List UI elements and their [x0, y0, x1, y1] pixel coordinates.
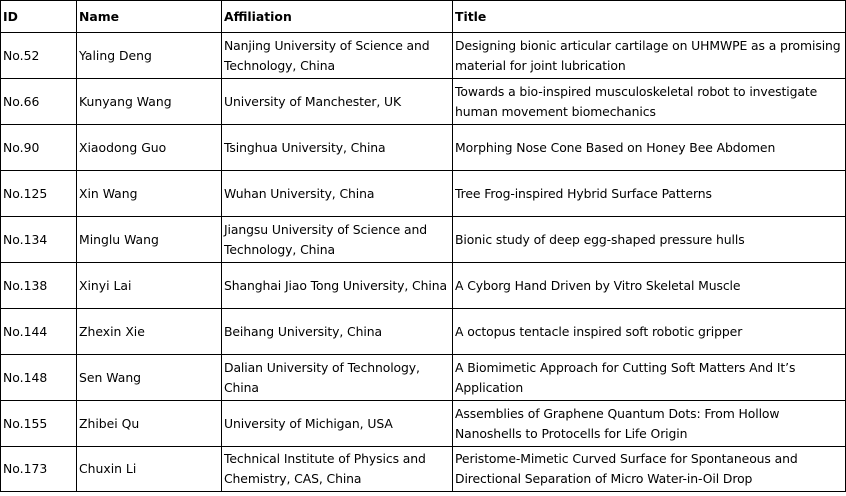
table-header-row: [1, 1, 846, 33]
cell-name: Xin Wang: [77, 171, 222, 217]
cell-title: Morphing Nose Cone Based on Honey Bee Abdomen: [453, 125, 846, 171]
table-row: [1, 263, 846, 309]
cell-name: Kunyang Wang: [77, 79, 222, 125]
cell-title: A Biomimetic Approach for Cutting Soft Matters And It’s Application: [453, 355, 846, 401]
cell-name: Minglu Wang: [77, 217, 222, 263]
cell-id: No.173: [1, 447, 77, 492]
cell-affiliation: Jiangsu University of Science and Technology, China: [222, 217, 453, 263]
header-affiliation: Affiliation: [222, 1, 453, 33]
cell-affiliation: University of Michigan, USA: [222, 401, 453, 447]
cell-name: Yaling Deng: [77, 33, 222, 79]
table-row: [1, 401, 846, 447]
cell-id: No.90: [1, 125, 77, 171]
cell-id: No.138: [1, 263, 77, 309]
cell-name: Chuxin Li: [77, 447, 222, 492]
table-row: [1, 33, 846, 79]
cell-title: Bionic study of deep egg-shaped pressure hulls: [453, 217, 846, 263]
table-row: [1, 79, 846, 125]
cell-affiliation: Shanghai Jiao Tong University, China: [222, 263, 453, 309]
cell-title: Assemblies of Graphene Quantum Dots: From Hollow Nanoshells to Protocells for Life Origin: [453, 401, 846, 447]
cell-affiliation: Beihang University, China: [222, 309, 453, 355]
cell-name: Xiaodong Guo: [77, 125, 222, 171]
cell-title: A Cyborg Hand Driven by Vitro Skeletal Muscle: [453, 263, 846, 309]
table-row: [1, 171, 846, 217]
table-row: [1, 355, 846, 401]
cell-affiliation: University of Manchester, UK: [222, 79, 453, 125]
header-name: Name: [77, 1, 222, 33]
cell-title: Designing bionic articular cartilage on UHMWPE as a promising material for joint lubrication: [453, 33, 846, 79]
header-id: ID: [1, 1, 77, 33]
header-title: Title: [453, 1, 846, 33]
cell-id: No.144: [1, 309, 77, 355]
cell-affiliation: Tsinghua University, China: [222, 125, 453, 171]
table-row: [1, 217, 846, 263]
cell-id: No.52: [1, 33, 77, 79]
cell-name: Zhexin Xie: [77, 309, 222, 355]
cell-name: Zhibei Qu: [77, 401, 222, 447]
cell-affiliation: Wuhan University, China: [222, 171, 453, 217]
table-row: [1, 125, 846, 171]
cell-id: No.134: [1, 217, 77, 263]
cell-affiliation: Technical Institute of Physics and Chemistry, CAS, China: [222, 447, 453, 492]
cell-title: Towards a bio-inspired musculoskeletal robot to investigate human movement biomechanics: [453, 79, 846, 125]
cell-id: No.155: [1, 401, 77, 447]
cell-id: No.148: [1, 355, 77, 401]
cell-title: A octopus tentacle inspired soft robotic gripper: [453, 309, 846, 355]
cell-title: Peristome-Mimetic Curved Surface for Spontaneous and Directional Separation of Micro Water-in-Oil Drop: [453, 447, 846, 492]
cell-name: Xinyi Lai: [77, 263, 222, 309]
cell-id: No.66: [1, 79, 77, 125]
table-row: [1, 309, 846, 355]
cell-affiliation: Dalian University of Technology, China: [222, 355, 453, 401]
cell-affiliation: Nanjing University of Science and Technology, China: [222, 33, 453, 79]
cell-id: No.125: [1, 171, 77, 217]
table-row: [1, 447, 846, 492]
cell-name: Sen Wang: [77, 355, 222, 401]
cell-title: Tree Frog-inspired Hybrid Surface Patterns: [453, 171, 846, 217]
